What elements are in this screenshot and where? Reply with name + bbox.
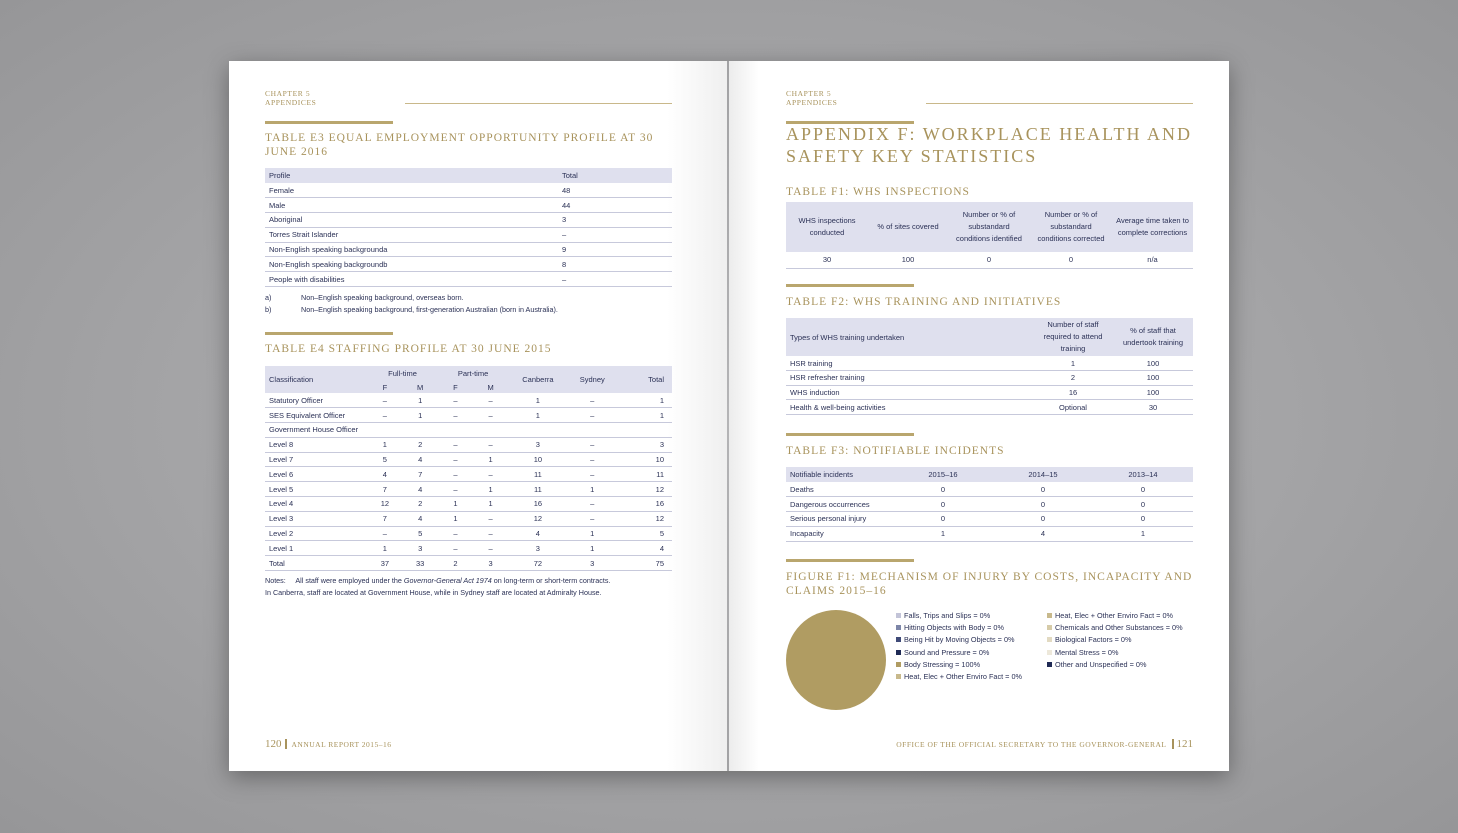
table-cell: Statutory Officer [269, 395, 324, 405]
legend-label: Mental Stress = 0% [1055, 647, 1119, 657]
table-cell: Level 1 [269, 543, 294, 553]
table-cell [617, 423, 672, 438]
table-row [265, 482, 672, 497]
table-cell: 1 [1140, 529, 1146, 539]
footer-left [265, 738, 392, 750]
footer-right [896, 738, 1193, 750]
table-cell: 0 [986, 255, 992, 265]
legend-column-1 [896, 609, 1022, 683]
table-cell: – [453, 529, 458, 539]
table-row [786, 482, 1193, 497]
legend-label: Being Hit by Moving Objects = 0% [904, 635, 1015, 645]
table-cell: 1 [590, 484, 595, 494]
table-cell: – [562, 274, 567, 284]
legend-item [896, 658, 1022, 670]
table-cell: 2 [418, 499, 423, 509]
table-row [265, 497, 672, 512]
table-cell: 1 [659, 410, 664, 420]
col-corrected: Number or % of substandard conditions corrected [1037, 210, 1105, 243]
table-row [265, 227, 672, 242]
table-row [265, 541, 672, 556]
legend-label: Other and Unspecified = 0% [1055, 659, 1147, 669]
table-cell: Level 7 [269, 455, 294, 465]
table-cell: – [453, 410, 458, 420]
table-cell: 1 [488, 455, 493, 465]
pie-slice-body-stressing [786, 610, 886, 710]
legend-item [896, 621, 1022, 633]
note-mark: b) [265, 305, 272, 314]
legend-item [896, 609, 1022, 621]
col-total: Total [648, 375, 664, 384]
col-parttime: Part-time [457, 369, 489, 378]
table-cell [473, 423, 508, 438]
table-cell: 1 [535, 410, 540, 420]
table-cell: – [590, 455, 595, 465]
legend-label: Heat, Elec + Other Enviro Fact = 0% [904, 672, 1023, 682]
table-cell: 100 [901, 255, 915, 265]
table-cell: Non-English speaking backgroundb [269, 259, 388, 269]
table-cell: 3 [418, 543, 423, 553]
table-header-row [265, 366, 672, 381]
gold-bar [265, 332, 393, 335]
table-row [265, 408, 672, 423]
table-cell: 37 [380, 558, 390, 568]
table-cell: 48 [562, 185, 571, 195]
table-cell: 1 [1070, 358, 1076, 368]
table-f1-title: TABLE F1: WHS INSPECTIONS [786, 186, 970, 198]
legend-swatch [896, 613, 901, 618]
table-cell: 100 [1146, 358, 1160, 368]
table-cell [403, 423, 438, 438]
table-cell: 7 [382, 514, 387, 524]
table-row [265, 272, 672, 287]
figure-f1-title: FIGURE F1: MECHANISM OF INJURY BY COSTS, INCAPACITY AND CLAIMS 2015–16 [786, 571, 1193, 597]
note-a [265, 292, 558, 304]
page-121 [729, 61, 1229, 771]
table-cell: Level 2 [269, 529, 294, 539]
table-cell: 7 [382, 484, 387, 494]
table-cell: – [453, 484, 458, 494]
legend-swatch [1047, 662, 1052, 667]
table-cell: 75 [655, 558, 664, 568]
footer-text: OFFICE OF THE OFFICIAL SECRETARY TO THE GOVERNOR-GENERAL [896, 739, 1167, 749]
table-cell: 12 [655, 484, 664, 494]
table-cell: – [590, 395, 595, 405]
table-cell: Government House Officer [269, 425, 359, 435]
table-cell: 11 [656, 469, 664, 479]
table-row [265, 467, 672, 482]
legend-item [1047, 634, 1183, 646]
table-row [265, 183, 672, 198]
table-cell: 0 [1140, 514, 1146, 524]
table-e3-title: TABLE E3 EQUAL EMPLOYMENT OPPORTUNITY PROFILE AT 30 JUNE 2016 [265, 132, 654, 158]
col-identified: Number or % of substandard conditions identified [956, 210, 1022, 243]
table-cell: 3 [562, 215, 567, 225]
table-cell: 4 [418, 484, 423, 494]
table-header-row [786, 467, 1193, 482]
table-cell: 0 [1068, 255, 1074, 265]
table-e3 [265, 168, 672, 287]
table-cell: 0 [1040, 484, 1046, 494]
table-cell: – [488, 543, 493, 553]
table-row [786, 497, 1193, 512]
legend-label: Body Stressing = 100% [904, 659, 981, 669]
table-cell: Incapacity [790, 529, 824, 539]
table-cell: 11 [533, 469, 542, 479]
table-cell: HSR refresher training [790, 373, 865, 383]
table-e4 [265, 366, 672, 571]
col-staff-percent: % of staff that undertook training [1122, 326, 1184, 347]
header-rule [926, 103, 1193, 104]
table-cell: – [488, 514, 493, 524]
footer-divider [1172, 739, 1174, 749]
table-cell: Optional [1059, 402, 1087, 412]
table-cell: WHS induction [790, 387, 840, 397]
col-fulltime: Full-time [388, 369, 417, 378]
table-cell: Total [269, 558, 285, 568]
legend-swatch [1047, 637, 1052, 642]
table-cell: – [590, 469, 595, 479]
table-cell: 0 [1140, 499, 1146, 509]
table-row [786, 356, 1193, 371]
table-cell: 3 [535, 440, 540, 450]
table-row [265, 556, 672, 571]
gold-bar [786, 559, 914, 562]
table-cell: 5 [382, 455, 387, 465]
table-row [786, 400, 1193, 415]
table-cell: Level 8 [269, 440, 294, 450]
note-mark: a) [265, 293, 272, 302]
table-cell: – [590, 440, 595, 450]
col-pt-m: M [487, 382, 494, 392]
legend-swatch [1047, 625, 1052, 630]
table-cell: 0 [940, 484, 946, 494]
col-incident: Notifiable incidents [790, 470, 853, 479]
table-cell: 2 [418, 440, 423, 450]
table-cell: 16 [1068, 387, 1078, 397]
table-cell: 1 [453, 499, 458, 509]
table-row [265, 257, 672, 272]
col-ft-f: F [382, 382, 388, 392]
table-cell: 0 [940, 499, 946, 509]
table-cell: – [488, 469, 493, 479]
table-cell: Level 3 [269, 514, 294, 524]
act-name: Governor-General Act 1974 [403, 576, 492, 585]
legend-label: Hitting Objects with Body = 0% [904, 622, 1004, 632]
table-row [265, 511, 672, 526]
chapter-label [265, 89, 316, 107]
col-canberra: Canberra [522, 375, 554, 384]
table-cell: 12 [655, 514, 664, 524]
legend-item [896, 670, 1022, 682]
legend-label: Biological Factors = 0% [1055, 635, 1132, 645]
table-row [265, 526, 672, 541]
table-cell: – [488, 395, 493, 405]
table-cell: 8 [562, 259, 567, 269]
table-cell: 100 [1146, 387, 1160, 397]
note-text: on long-term or short-term contracts. [491, 576, 611, 585]
note-text: Notes: All staff were employed under the [265, 576, 404, 585]
col-sydney: Sydney [579, 375, 605, 384]
page-120 [229, 61, 727, 771]
table-cell: 72 [533, 558, 543, 568]
table-cell: – [382, 529, 387, 539]
table-cell: 4 [418, 514, 423, 524]
note-b [265, 304, 558, 316]
table-cell: 1 [590, 543, 595, 553]
col-pt-f: F [453, 382, 458, 392]
table-cell: 30 [822, 255, 832, 265]
table-e4-title: TABLE E4 STAFFING PROFILE AT 30 JUNE 2015 [265, 343, 552, 355]
table-cell: Female [269, 185, 295, 195]
table-cell: Level 4 [269, 499, 294, 509]
table-cell: 4 [1040, 529, 1046, 539]
table-cell: – [453, 440, 458, 450]
table-cell: 4 [535, 529, 540, 539]
table-row [265, 452, 672, 467]
table-cell: 1 [590, 529, 595, 539]
legend-swatch [896, 637, 901, 642]
legend-swatch [1047, 613, 1052, 618]
table-cell: – [453, 469, 458, 479]
table-cell: 4 [382, 469, 387, 479]
table-cell: 1 [659, 395, 664, 405]
table-cell: 2 [1070, 373, 1076, 383]
gold-bar [786, 284, 914, 287]
table-cell [438, 423, 473, 438]
table-header-row [265, 168, 672, 183]
table-cell: 1 [382, 440, 387, 450]
legend-label: Sound and Pressure = 0% [904, 647, 990, 657]
legend-swatch [896, 674, 901, 679]
table-cell: n/a [1147, 255, 1158, 265]
table-f1 [786, 202, 1193, 269]
col-2013-14: 2013–14 [1128, 470, 1158, 479]
table-cell: 4 [418, 455, 423, 465]
note-text: Non–English speaking background, overseas born. [301, 293, 464, 302]
chapter-number: CHAPTER 5 [786, 89, 832, 98]
table-cell: – [453, 543, 458, 553]
injury-pie-chart [785, 609, 887, 711]
legend-swatch [896, 650, 901, 655]
table-header-row [786, 202, 1193, 252]
table-e3-notes [265, 292, 558, 316]
table-cell: 30 [1148, 402, 1158, 412]
legend-column-2 [1047, 609, 1183, 670]
legend-item [1047, 621, 1183, 633]
table-row [265, 437, 672, 452]
table-cell: Dangerous occurrences [790, 499, 870, 509]
table-cell: SES Equivalent Officer [269, 410, 346, 420]
table-cell: 0 [1140, 484, 1146, 494]
col-staff-required: Number of staff required to attend training [1043, 320, 1103, 353]
legend-label: Chemicals and Other Substances = 0% [1055, 622, 1183, 632]
note-text: Non–English speaking background, first-generation Australian (born in Australia). [301, 305, 558, 314]
table-row [265, 198, 672, 213]
table-cell: 1 [488, 499, 493, 509]
table-cell: 33 [416, 558, 425, 568]
table-cell: 9 [562, 245, 567, 255]
legend-swatch [896, 662, 901, 667]
section-name: APPENDICES [786, 98, 838, 107]
table-cell [367, 423, 402, 438]
table-row [786, 385, 1193, 400]
table-row [265, 213, 672, 228]
appendix-title: APPENDIX F: WORKPLACE HEALTH AND SAFETY KEY STATISTICS [786, 124, 1193, 166]
table-cell: 5 [418, 529, 423, 539]
table-cell: 44 [562, 200, 571, 210]
report-spread [229, 61, 1229, 771]
table-cell: 1 [535, 395, 540, 405]
table-cell: – [590, 499, 595, 509]
table-row [265, 242, 672, 257]
col-avg-time: Average time taken to complete corrections [1116, 216, 1189, 237]
col-ft-m: M [417, 382, 424, 392]
table-f2 [786, 318, 1193, 415]
table-cell: 7 [418, 469, 423, 479]
col-classification: Classification [269, 375, 314, 384]
legend-item [1047, 646, 1183, 658]
legend-item [1047, 658, 1183, 670]
table-cell: Deaths [790, 484, 814, 494]
table-row [265, 393, 672, 408]
table-cell: 3 [535, 543, 540, 553]
chapter-number: CHAPTER 5 [265, 89, 311, 98]
table-cell: 4 [659, 543, 664, 553]
table-header-row [786, 318, 1193, 356]
legend-label: Falls, Trips and Slips = 0% [904, 610, 991, 620]
page-number: 120 [265, 738, 282, 750]
table-cell: 10 [533, 455, 543, 465]
table-e4-notes [265, 575, 685, 599]
col-training-type: Types of WHS training undertaken [790, 332, 905, 342]
legend-swatch [896, 625, 901, 630]
col-profile: Profile [269, 171, 291, 180]
table-cell: Level 5 [269, 484, 294, 494]
legend-item [1047, 609, 1183, 621]
table-cell: – [488, 529, 493, 539]
table-cell: 3 [590, 558, 595, 568]
table-cell: 3 [659, 440, 664, 450]
notes-line-2: In Canberra, staff are located at Government House, while in Sydney staff are located at Admiralty House. [265, 588, 602, 597]
table-cell: 5 [659, 529, 664, 539]
table-cell: – [453, 455, 458, 465]
table-cell: Torres Strait Islander [269, 230, 339, 240]
footer-text: ANNUAL REPORT 2015–16 [291, 739, 392, 749]
table-f3-title: TABLE F3: NOTIFIABLE INCIDENTS [786, 445, 1005, 457]
table-row [265, 423, 672, 438]
table-cell: 0 [1040, 499, 1046, 509]
table-cell: 0 [940, 514, 946, 524]
table-cell: 1 [488, 484, 493, 494]
col-2014-15: 2014–15 [1028, 470, 1058, 479]
legend-item [896, 646, 1022, 658]
table-cell: – [382, 410, 387, 420]
table-cell: – [562, 230, 567, 240]
table-cell [508, 423, 567, 438]
table-cell: – [590, 514, 595, 524]
table-cell: 1 [382, 543, 387, 553]
legend-label: Heat, Elec + Other Enviro Fact = 0% [1055, 610, 1174, 620]
legend-item [896, 634, 1022, 646]
table-cell: Health & well-being activities [790, 402, 886, 412]
table-cell: 2 [453, 558, 458, 568]
table-cell: 1 [940, 529, 946, 539]
table-cell: – [488, 410, 493, 420]
table-cell: 11 [533, 484, 542, 494]
table-row [786, 252, 1193, 268]
table-cell: Male [269, 200, 286, 210]
table-cell: People with disabilities [269, 274, 345, 284]
table-cell: Non-English speaking backgrounda [269, 245, 388, 255]
col-2015-16: 2015–16 [928, 470, 958, 479]
chapter-label [786, 89, 837, 107]
table-cell: 1 [418, 395, 423, 405]
col-sites: % of sites covered [877, 222, 939, 231]
table-f3 [786, 467, 1193, 542]
notes-line-1 [265, 575, 685, 587]
table-cell: 10 [655, 455, 664, 465]
table-cell: 1 [453, 514, 458, 524]
table-cell: Level 6 [269, 469, 294, 479]
footer-divider [285, 739, 287, 749]
table-cell: 1 [418, 410, 423, 420]
table-f2-title: TABLE F2: WHS TRAINING AND INITIATIVES [786, 296, 1062, 308]
table-cell: 100 [1146, 373, 1160, 383]
table-cell: 12 [380, 499, 390, 509]
header-rule [405, 103, 672, 104]
table-row [786, 512, 1193, 527]
col-inspections: WHS inspections conducted [798, 216, 856, 237]
table-row [786, 371, 1193, 386]
table-row [786, 526, 1193, 541]
gold-bar [786, 433, 914, 436]
legend-swatch [1047, 650, 1052, 655]
table-cell: – [590, 410, 595, 420]
gold-bar [265, 121, 393, 124]
table-cell: 3 [488, 558, 493, 568]
table-cell: – [488, 440, 493, 450]
table-cell: – [453, 395, 458, 405]
table-cell: HSR training [790, 358, 833, 368]
col-total: Total [562, 171, 578, 180]
table-cell: 12 [533, 514, 543, 524]
table-cell: – [382, 395, 387, 405]
section-name: APPENDICES [265, 98, 317, 107]
table-cell: 16 [655, 499, 664, 509]
table-cell: 16 [533, 499, 543, 509]
table-cell: Serious personal injury [790, 514, 867, 524]
table-cell: Aboriginal [269, 215, 303, 225]
table-cell [568, 423, 617, 438]
table-cell: 0 [1040, 514, 1046, 524]
page-number: 121 [1176, 738, 1193, 750]
